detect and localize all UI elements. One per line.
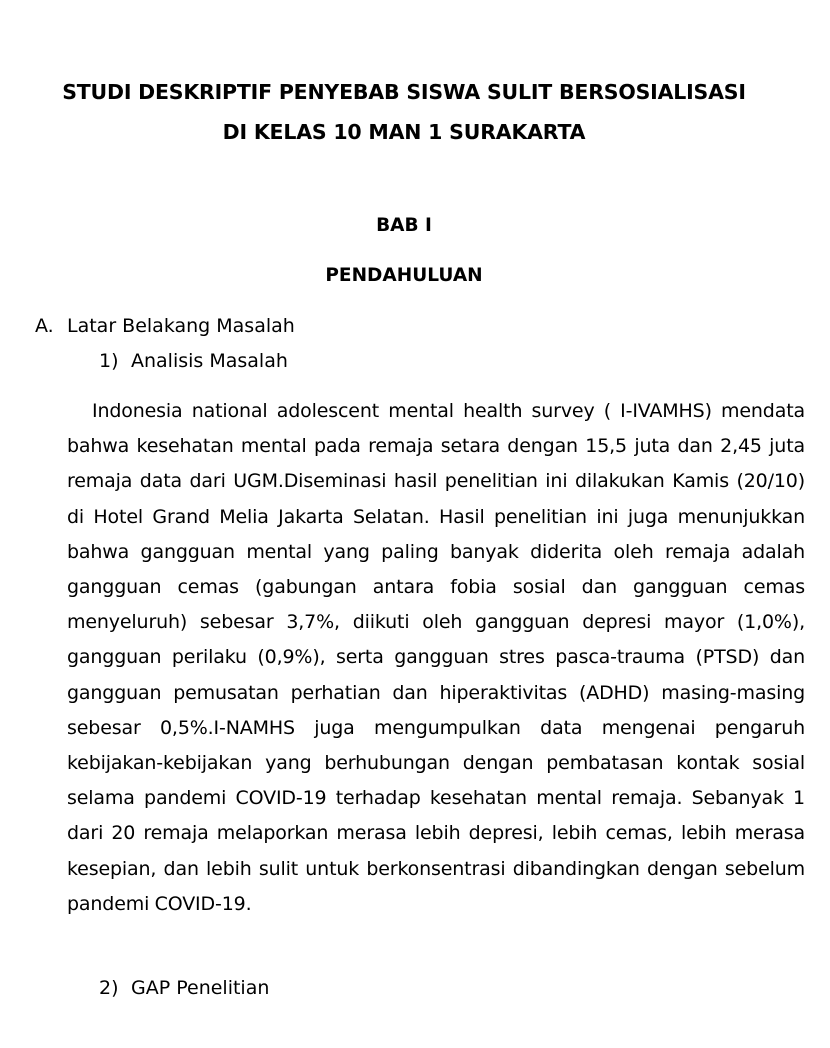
body-paragraph: Indonesia national adolescent mental health survey ( I-IVAMHS) mendata bahwa kesehatan mental pada remaja setara dengan 15,5 juta dan 2,45 juta remaja data dari UGM.Diseminasi hasil penelitian ini dilakukan Kamis (20/10) di Hotel Grand Melia Jakarta Selatan. Hasil penelitian ini juga menunjukkan bahwa gangguan mental yang paling banyak diderita oleh remaja adalah gangguan cemas (gabungan antara fobia sosial dan gangguan cemas menyeluruh) sebesar 3,7%, diikuti oleh gangguan depresi mayor (1,0%), gangguan perilaku (0,9%), serta gangguan stres pasca-trauma (PTSD) dan gangguan pemusatan perhatian dan hiperaktivitas (ADHD) masing-masing sebesar 0,5%.I-NAMHS juga mengumpulkan data mengenai pengaruh kebijakan-kebijakan yang berhubungan dengan pembatasan kontak sosial selama pandemi COVID-19 terhadap kesehatan mental remaja. Sebanyak 1 dari 20 remaja melaporkan merasa lebih depresi, lebih cemas, lebih merasa kesepian, dan lebih sulit untuk berkonsentrasi dibandingkan dengan sebelum pandemi COVID-19.	[67, 400, 805, 915]
chapter-title: PENDAHULUAN	[325, 265, 483, 286]
subsection-2-label: GAP Penelitian	[131, 977, 270, 999]
title-line-2: DI KELAS 10 MAN 1 SURAKARTA	[222, 120, 586, 144]
subsection-1-marker: 1)	[99, 350, 119, 372]
subsection-2-marker: 2)	[99, 977, 119, 999]
section-a-marker: A.	[35, 315, 54, 337]
subsection-1-label: Analisis Masalah	[131, 350, 288, 372]
section-a-label: Latar Belakang Masalah	[67, 315, 295, 337]
document-title	[0, 72, 808, 152]
chapter-number: BAB I	[376, 215, 432, 236]
title-line-1: STUDI DESKRIPTIF PENYEBAB SISWA SULIT BERSOSIALISASI	[62, 80, 746, 104]
